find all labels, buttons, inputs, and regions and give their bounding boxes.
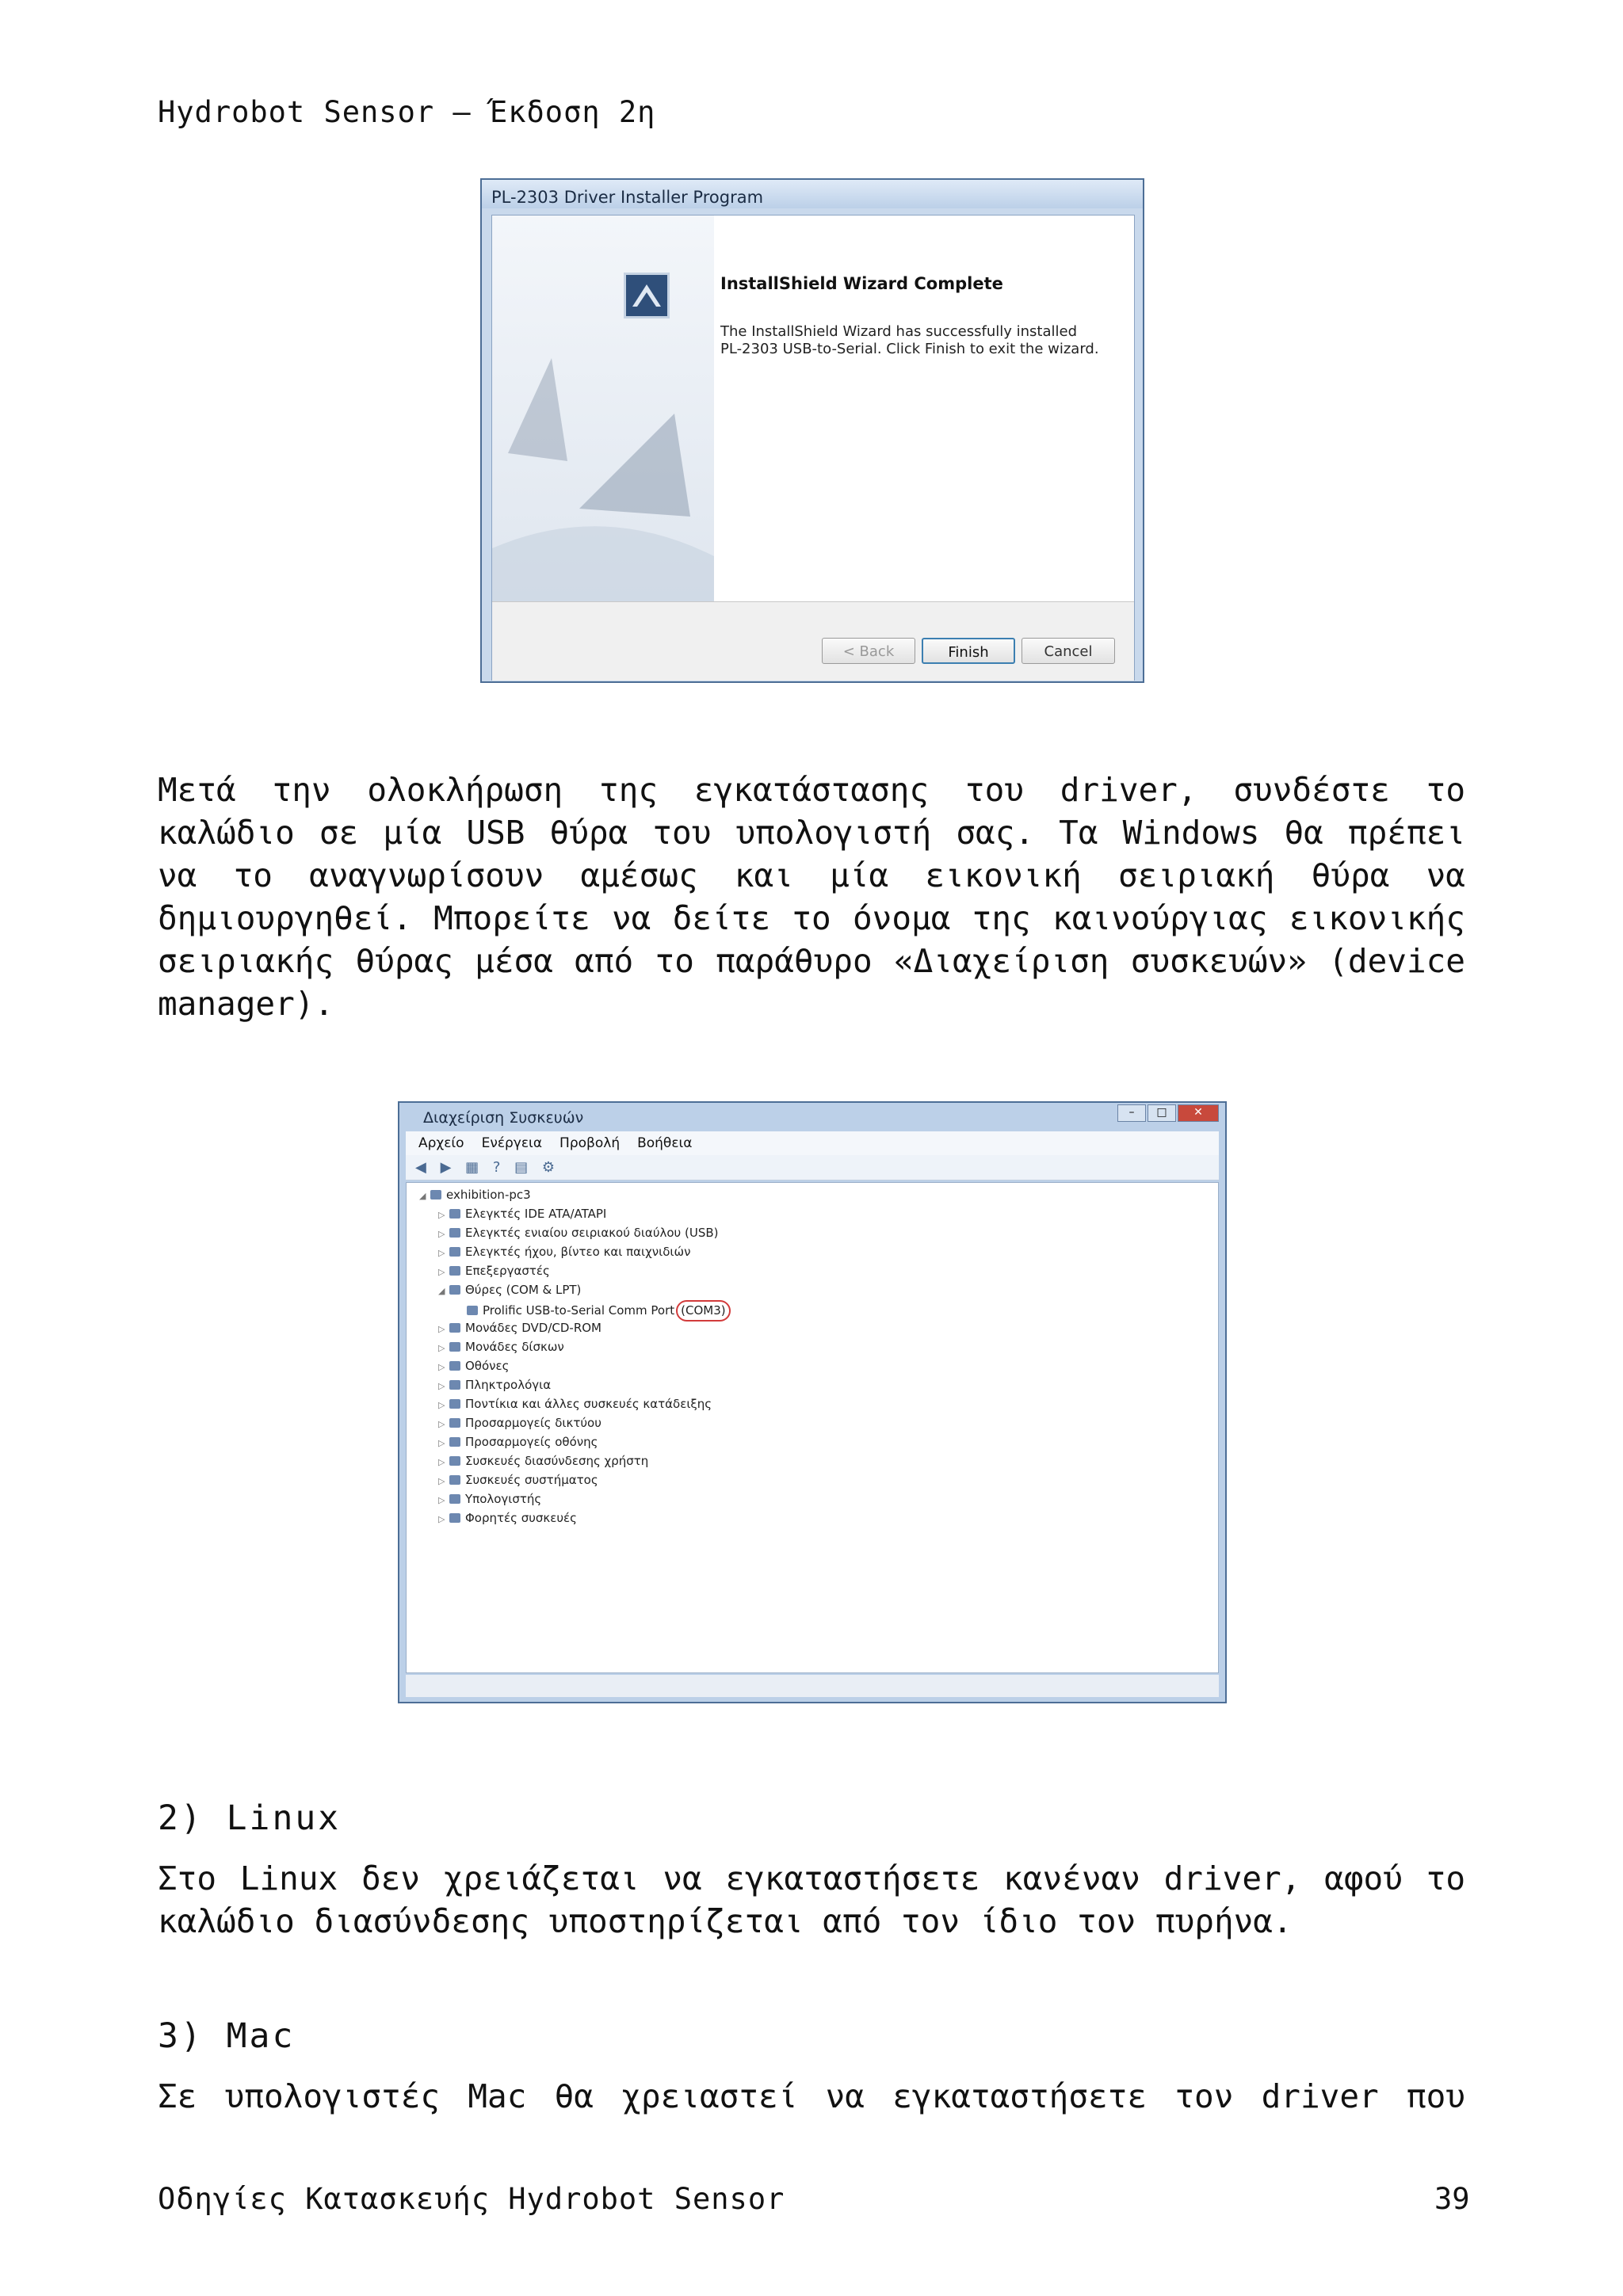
tree-item[interactable]: ▷ Συσκευές διασύνδεσης χρήστη bbox=[438, 1454, 649, 1468]
dvd-icon bbox=[449, 1323, 460, 1333]
portable-device-icon bbox=[449, 1513, 460, 1523]
status-bar bbox=[406, 1675, 1219, 1697]
installer-side-panel bbox=[492, 215, 714, 601]
system-device-icon bbox=[449, 1475, 460, 1485]
paragraph-line: να το αναγνωρίσουν αμέσως και μία εικονική σειριακή θύρα να bbox=[158, 856, 1465, 894]
paragraph-line: δημιουργηθεί. Μπορείτε να δείτε το όνομα της καινούργιας εικονικής bbox=[158, 899, 1465, 937]
tree-item[interactable]: ▷ Υπολογιστής bbox=[438, 1492, 542, 1506]
finish-button[interactable]: Finish bbox=[922, 638, 1015, 664]
section-heading-linux: 2) Linux bbox=[158, 1798, 342, 1838]
tree-item-prolific-port[interactable]: Prolific USB-to-Serial Comm Port (COM3) bbox=[467, 1300, 731, 1318]
paragraph-line: Σε υπολογιστές Mac θα χρειαστεί να εγκαταστήσετε τον driver που bbox=[158, 2077, 1465, 2115]
sound-icon bbox=[449, 1247, 460, 1257]
tree-item[interactable]: ▷ Φορητές συσκευές bbox=[438, 1511, 577, 1525]
keyboard-icon bbox=[449, 1380, 460, 1390]
tree-item[interactable]: ▷ Συσκευές συστήματος bbox=[438, 1473, 598, 1487]
tree-item[interactable]: ▷ Προσαρμογείς οθόνης bbox=[438, 1435, 598, 1449]
computer-icon bbox=[430, 1190, 441, 1199]
installer-button-bar bbox=[492, 601, 1134, 681]
installer-message: The InstallShield Wizard has successfully installed PL-2303 USB-to-Serial. Click Finish to exit the wizard. bbox=[720, 323, 1099, 357]
com3-highlight: (COM3) bbox=[676, 1300, 730, 1322]
installer-heading: InstallShield Wizard Complete bbox=[720, 274, 1003, 293]
monitor-icon bbox=[449, 1361, 460, 1371]
close-button[interactable]: ✕ bbox=[1178, 1104, 1219, 1122]
ide-controller-icon bbox=[449, 1209, 460, 1219]
toolbar-icons[interactable]: ◀ ▶ ▦ ? ▤ ⚙ bbox=[406, 1155, 1219, 1180]
computer-icon bbox=[449, 1494, 460, 1504]
tree-item[interactable]: ▷ Ελεγκτές ήχου, βίντεο και παιχνιδιών bbox=[438, 1245, 691, 1259]
cancel-button[interactable]: Cancel bbox=[1022, 638, 1115, 664]
tree-item[interactable]: ▷ Επεξεργαστές bbox=[438, 1264, 550, 1278]
tree-item[interactable]: ▷ Ποντίκια και άλλες συσκευές κατάδειξης bbox=[438, 1397, 712, 1411]
section-heading-mac: 3) Mac bbox=[158, 2016, 296, 2056]
device-manager-screenshot bbox=[398, 1101, 1227, 1703]
paragraph-line: manager). bbox=[158, 985, 334, 1023]
mouse-icon bbox=[449, 1399, 460, 1409]
minimize-button[interactable]: – bbox=[1117, 1104, 1146, 1122]
tree-item[interactable]: ▷ Ελεγκτές ενιαίου σειριακού διαύλου (USB) bbox=[438, 1226, 719, 1240]
port-icon bbox=[467, 1306, 478, 1315]
network-icon bbox=[449, 1418, 460, 1428]
menu-file[interactable]: Αρχείο bbox=[418, 1135, 464, 1151]
disk-icon bbox=[449, 1342, 460, 1352]
footer-title: Οδηγίες Κατασκευής Hydrobot Sensor bbox=[158, 2182, 785, 2216]
menu-bar bbox=[406, 1131, 1219, 1155]
paragraph-line: Μετά την ολοκλήρωση της εγκατάστασης του driver, συνδέστε το bbox=[158, 771, 1465, 809]
maximize-button[interactable]: □ bbox=[1148, 1104, 1176, 1122]
paragraph-line: καλώδιο σε μία USB θύρα του υπολογιστή σας. Τα Windows θα πρέπει bbox=[158, 814, 1465, 852]
tree-item[interactable]: ▷ Προσαρμογείς δικτύου bbox=[438, 1416, 601, 1430]
device-tree bbox=[406, 1182, 1219, 1673]
port-icon bbox=[449, 1285, 460, 1295]
page-number: 39 bbox=[1434, 2182, 1470, 2216]
paragraph-line: σειριακής θύρας μέσα από το παράθυρο «Διαχείριση συσκευών» (device bbox=[158, 942, 1465, 980]
hid-icon bbox=[449, 1456, 460, 1466]
usb-icon bbox=[449, 1228, 460, 1238]
device-manager-window-title: Διαχείριση Συσκευών bbox=[423, 1109, 584, 1127]
tree-item-ports[interactable]: ◢ Θύρες (COM & LPT) bbox=[438, 1283, 582, 1297]
tree-item[interactable]: ▷ Μονάδες DVD/CD-ROM bbox=[438, 1321, 602, 1335]
menu-action[interactable]: Ενέργεια bbox=[481, 1135, 543, 1151]
menu-view[interactable]: Προβολή bbox=[559, 1135, 621, 1151]
installer-sail-graphic bbox=[492, 215, 714, 601]
tree-item[interactable]: ▷ Ελεγκτές IDE ATA/ATAPI bbox=[438, 1207, 607, 1221]
paragraph-line: καλώδιο διασύνδεσης υποστηρίζεται από τον ίδιο τον πυρήνα. bbox=[158, 1902, 1293, 1940]
installer-window-title: PL-2303 Driver Installer Program bbox=[482, 180, 1143, 208]
tree-root[interactable]: ◢ exhibition-pc3 bbox=[419, 1188, 531, 1202]
menu-help[interactable]: Βοήθεια bbox=[637, 1135, 693, 1151]
tree-item[interactable]: ▷ Οθόνες bbox=[438, 1359, 510, 1373]
display-adapter-icon bbox=[449, 1437, 460, 1447]
installer-screenshot bbox=[480, 178, 1144, 683]
tree-item[interactable]: ▷ Πληκτρολόγια bbox=[438, 1378, 552, 1392]
page-header: Hydrobot Sensor – Έκδοση 2η bbox=[158, 95, 656, 129]
tree-item[interactable]: ▷ Μονάδες δίσκων bbox=[438, 1340, 564, 1354]
paragraph-line: Στο Linux δεν χρειάζεται να εγκαταστήσετε κανέναν driver, αφού το bbox=[158, 1859, 1465, 1897]
installshield-logo-icon bbox=[624, 273, 670, 318]
back-button[interactable]: < Back bbox=[822, 638, 915, 664]
processor-icon bbox=[449, 1266, 460, 1276]
